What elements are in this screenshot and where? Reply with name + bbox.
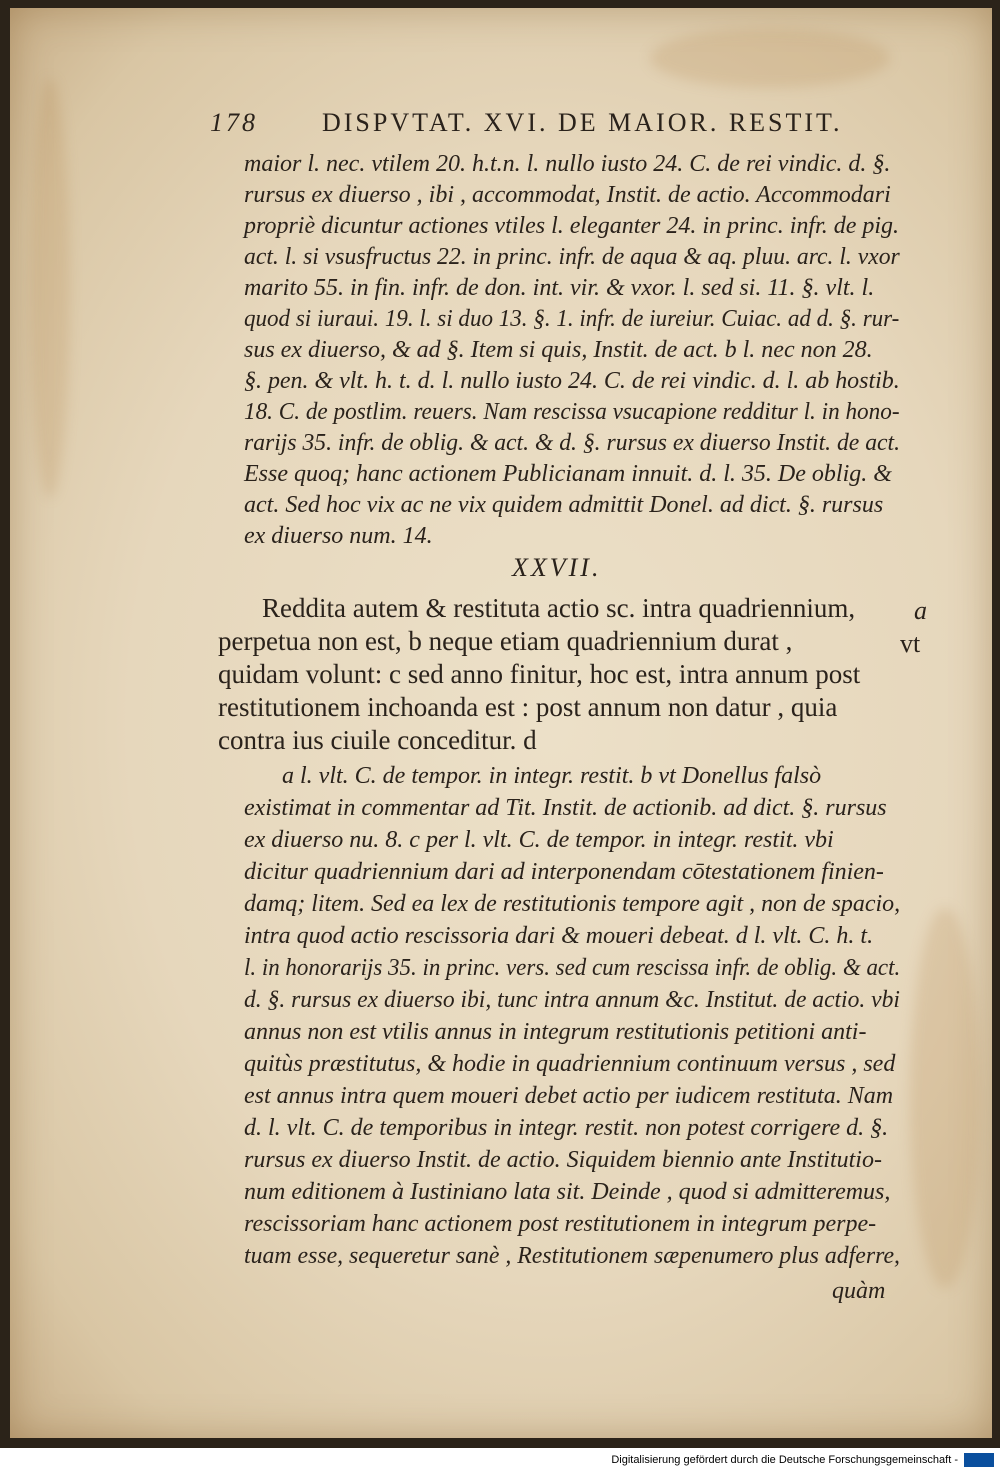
- margin-note-marker: a: [914, 596, 927, 625]
- paper-stain: [910, 908, 980, 1288]
- body-line: quidam volunt: c sed anno finitur, hoc est, intra annum post: [218, 659, 861, 689]
- note-line: marito 55. in fin. infr. de don. int. vir. & vxor. l. sed si. 11. §. vlt. l.: [244, 275, 875, 301]
- body-line: restitutionem inchoanda est : post annum non datur , quia: [218, 692, 838, 722]
- paper-stain: [650, 28, 890, 88]
- note-line: Esse quoq; hanc actionem Publicianam innuit. d. l. 35. De oblig. &: [244, 461, 892, 487]
- note-line: d. l. vlt. C. de temporibus in integr. restit. non potest corrigere d. §.: [244, 1115, 889, 1141]
- page-number: 178: [210, 108, 258, 137]
- note-line: act. Sed hoc vix ac ne vix quidem admittit Donel. ad dict. §. rursus: [244, 492, 884, 518]
- note-line: rarijs 35. infr. de oblig. & act. & d. §. rursus ex diuerso Instit. de act.: [244, 430, 901, 456]
- note-line: propriè dicuntur actiones vtiles l. eleganter 24. in princ. infr. de pig.: [244, 213, 900, 239]
- note-line: tuam esse, sequeretur sanè , Restitutionem sæpenumero plus adferre,: [244, 1243, 900, 1269]
- note-line: d. §. rursus ex diuerso ibi, tunc intra annum &c. Institut. de actio. vbi: [244, 987, 900, 1013]
- digitization-footer: [0, 1448, 1000, 1474]
- note-line: damq; litem. Sed ea lex de restitutionis tempore agit , non de spacio,: [244, 891, 901, 917]
- section-number: XXVII.: [512, 553, 602, 582]
- margin-note-marker: vt: [900, 629, 921, 658]
- catchword: quàm: [832, 1278, 886, 1304]
- note-line: sus ex diuerso, & ad §. Item si quis, Instit. de act. b l. nec non 28.: [244, 337, 873, 363]
- note-line: rursus ex diuerso , ibi , accommodat, Instit. de actio. Accommodari: [244, 182, 891, 208]
- note-line: rescissoriam hanc actionem post restitutionem in integrum perpe-: [244, 1211, 877, 1237]
- note-line: rursus ex diuerso Instit. de actio. Siquidem biennio ante Institutio-: [244, 1147, 882, 1173]
- body-line: perpetua non est, b neque etiam quadriennium durat ,: [218, 626, 793, 656]
- running-title: DISPVTAT. XVI. DE MAIOR. RESTIT.: [322, 108, 843, 137]
- note-line: act. l. si vsusfructus 22. in princ. infr. de aqua & aq. pluu. arc. l. vxor: [244, 244, 900, 270]
- note-line: annus non est vtilis annus in integrum restitutionis petitioni anti-: [244, 1019, 867, 1045]
- note-line: intra quod actio rescissoria dari & moueri debeat. d l. vlt. C. h. t.: [244, 923, 874, 949]
- note-line: est annus intra quem moueri debet actio per iudicem restituta. Nam: [244, 1083, 894, 1109]
- note-line: maior l. nec. vtilem 20. h.t.n. l. nullo iusto 24. C. de rei vindic. d. §.: [244, 151, 891, 177]
- note-line: dicitur quadriennium dari ad interponendam cōtestationem finien-: [244, 859, 884, 885]
- note-line: ex diuerso nu. 8. c per l. vlt. C. de tempor. in integr. restit. vbi: [244, 827, 834, 853]
- dfg-logo: [964, 1453, 994, 1467]
- body-line: contra ius ciuile conceditur. d: [218, 725, 537, 755]
- note-line: §. pen. & vlt. h. t. d. l. nullo iusto 24. C. de rei vindic. d. l. ab hostib.: [244, 368, 900, 394]
- note-line: l. in honorarijs 35. in princ. vers. sed cum rescissa infr. de oblig. & act.: [244, 955, 901, 981]
- note-line: 18. C. de postlim. reuers. Nam rescissa vsucapione redditur l. in hono-: [244, 399, 900, 425]
- paper-stain: [30, 78, 70, 498]
- note-line: ex diuerso num. 14.: [244, 523, 433, 549]
- note-line: quod si iuraui. 19. l. si duo 13. §. 1. infr. de iureiur. Cuiac. ad d. §. rur-: [244, 306, 900, 332]
- note-line: a l. vlt. C. de tempor. in integr. restit. b vt Donellus falsò: [282, 763, 822, 789]
- body-line: Reddita autem & restituta actio sc. intra quadriennium,: [262, 593, 856, 623]
- note-line: num editionem à Iustiniano lata sit. Deinde , quod si admitteremus,: [244, 1179, 891, 1205]
- note-line: quitùs præstitutus, & hodie in quadriennium continuum versus , sed: [244, 1051, 896, 1077]
- note-line: existimat in commentar ad Tit. Instit. de actionib. ad dict. §. rursus: [244, 795, 887, 821]
- footer-credit: Digitalisierung gefördert durch die Deutsche Forschungsgemeinschaft -: [611, 1454, 958, 1466]
